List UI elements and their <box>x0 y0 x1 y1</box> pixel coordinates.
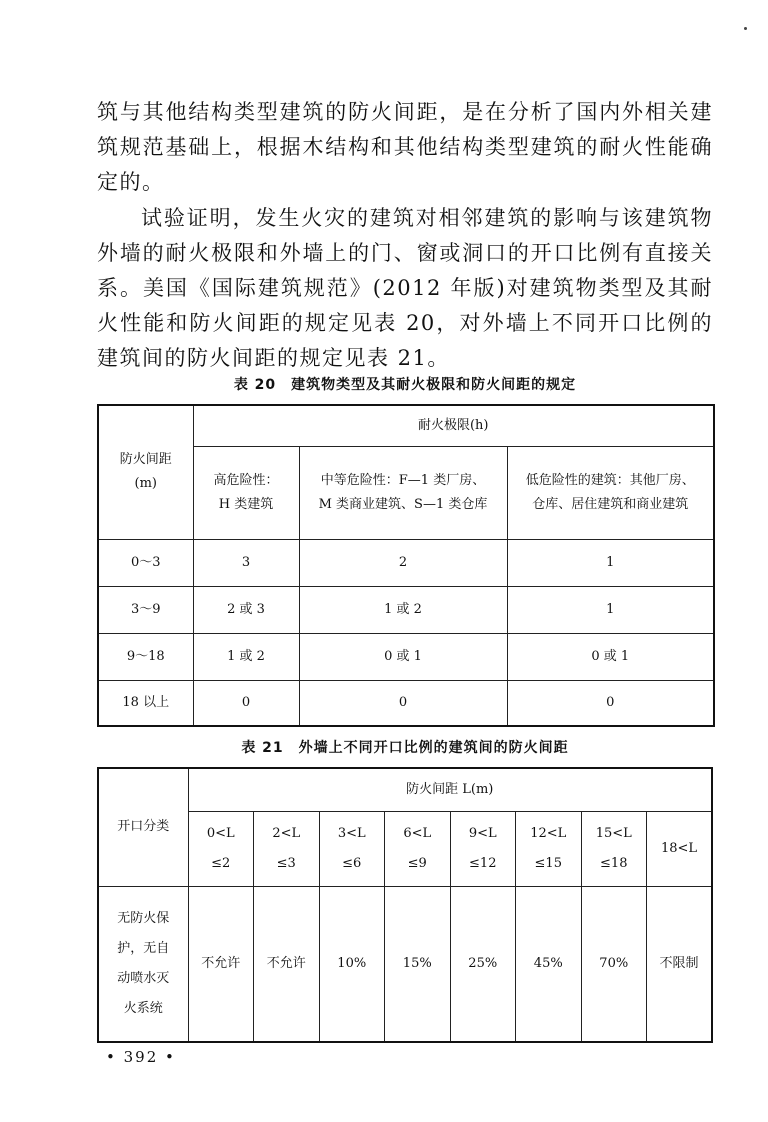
row-label: 无防火保 护，无自 动喷水灭 火系统 <box>98 886 188 1042</box>
table-row <box>98 539 714 586</box>
column-header: 3<L ≤6 <box>319 811 385 886</box>
column-header: 高危险性： H 类建筑 <box>193 446 299 539</box>
cell: 0 <box>507 680 714 726</box>
column-header: 2<L ≤3 <box>254 811 320 886</box>
table-row <box>98 680 714 726</box>
cell: 18 以上 <box>98 680 193 726</box>
group-header: 防火间距 L(m) <box>188 768 712 811</box>
table21-caption: 表 21 外墙上不同开口比例的建筑间的防火间距 <box>241 740 569 756</box>
cell: 不允许 <box>254 886 320 1042</box>
row-header: 开口分类 <box>98 768 188 886</box>
cell: 1 或 2 <box>299 586 507 633</box>
cell: 45% <box>516 886 582 1042</box>
cell: 0 <box>299 680 507 726</box>
scan-mark <box>744 27 747 30</box>
cell: 2 或 3 <box>193 586 299 633</box>
table20-caption: 表 20 建筑物类型及其耐火极限和防火间距的规定 <box>233 377 577 393</box>
column-header: 18<L <box>647 811 713 886</box>
row-header: 防火间距 (m) <box>98 405 193 539</box>
column-header: 低危险性的建筑：其他厂房、 仓库、居住建筑和商业建筑 <box>507 446 714 539</box>
cell: 70% <box>581 886 647 1042</box>
table-21 <box>97 767 713 1043</box>
cell: 3 <box>193 539 299 586</box>
group-header: 耐火极限(h) <box>193 405 714 446</box>
cell: 0 <box>193 680 299 726</box>
cell: 0 或 1 <box>507 633 714 680</box>
paragraph-1: 筑与其他结构类型建筑的防火间距，是在分析了国内外相关建筑规范基础上，根据木结构和其他结构类型建筑的耐火性能确定的。 <box>97 100 713 194</box>
column-header: 中等危险性：F—1 类厂房、 M 类商业建筑、S—1 类仓库 <box>299 446 507 539</box>
cell: 1 <box>507 539 714 586</box>
column-header: 0<L ≤2 <box>188 811 254 886</box>
cell: 25% <box>450 886 516 1042</box>
table-row <box>98 633 714 680</box>
column-header: 15<L ≤18 <box>581 811 647 886</box>
table-row <box>98 586 714 633</box>
cell: 10% <box>319 886 385 1042</box>
cell: 不限制 <box>647 886 713 1042</box>
cell: 1 或 2 <box>193 633 299 680</box>
cell: 15% <box>385 886 451 1042</box>
cell: 0 或 1 <box>299 633 507 680</box>
cell: 1 <box>507 586 714 633</box>
cell: 0～3 <box>98 539 193 586</box>
cell: 3～9 <box>98 586 193 633</box>
cell: 2 <box>299 539 507 586</box>
table-20 <box>97 404 715 727</box>
paragraph-2: 试验证明，发生火灾的建筑对相邻建筑的影响与该建筑物外墙的耐火极限和外墙上的门、窗或洞口的开口比例有直接关系。美国《国际建筑规范》(2012 年版)对建筑物类型及其耐火性能和防火间距的规定见表 20，对外墙上不同开口比例的建筑间的防火间距的规定见表 21。 <box>97 206 713 370</box>
cell: 9～18 <box>98 633 193 680</box>
page-number: • 392 • <box>106 1048 176 1066</box>
cell: 不允许 <box>188 886 254 1042</box>
column-header: 6<L ≤9 <box>385 811 451 886</box>
column-header: 12<L ≤15 <box>516 811 582 886</box>
column-header: 9<L ≤12 <box>450 811 516 886</box>
